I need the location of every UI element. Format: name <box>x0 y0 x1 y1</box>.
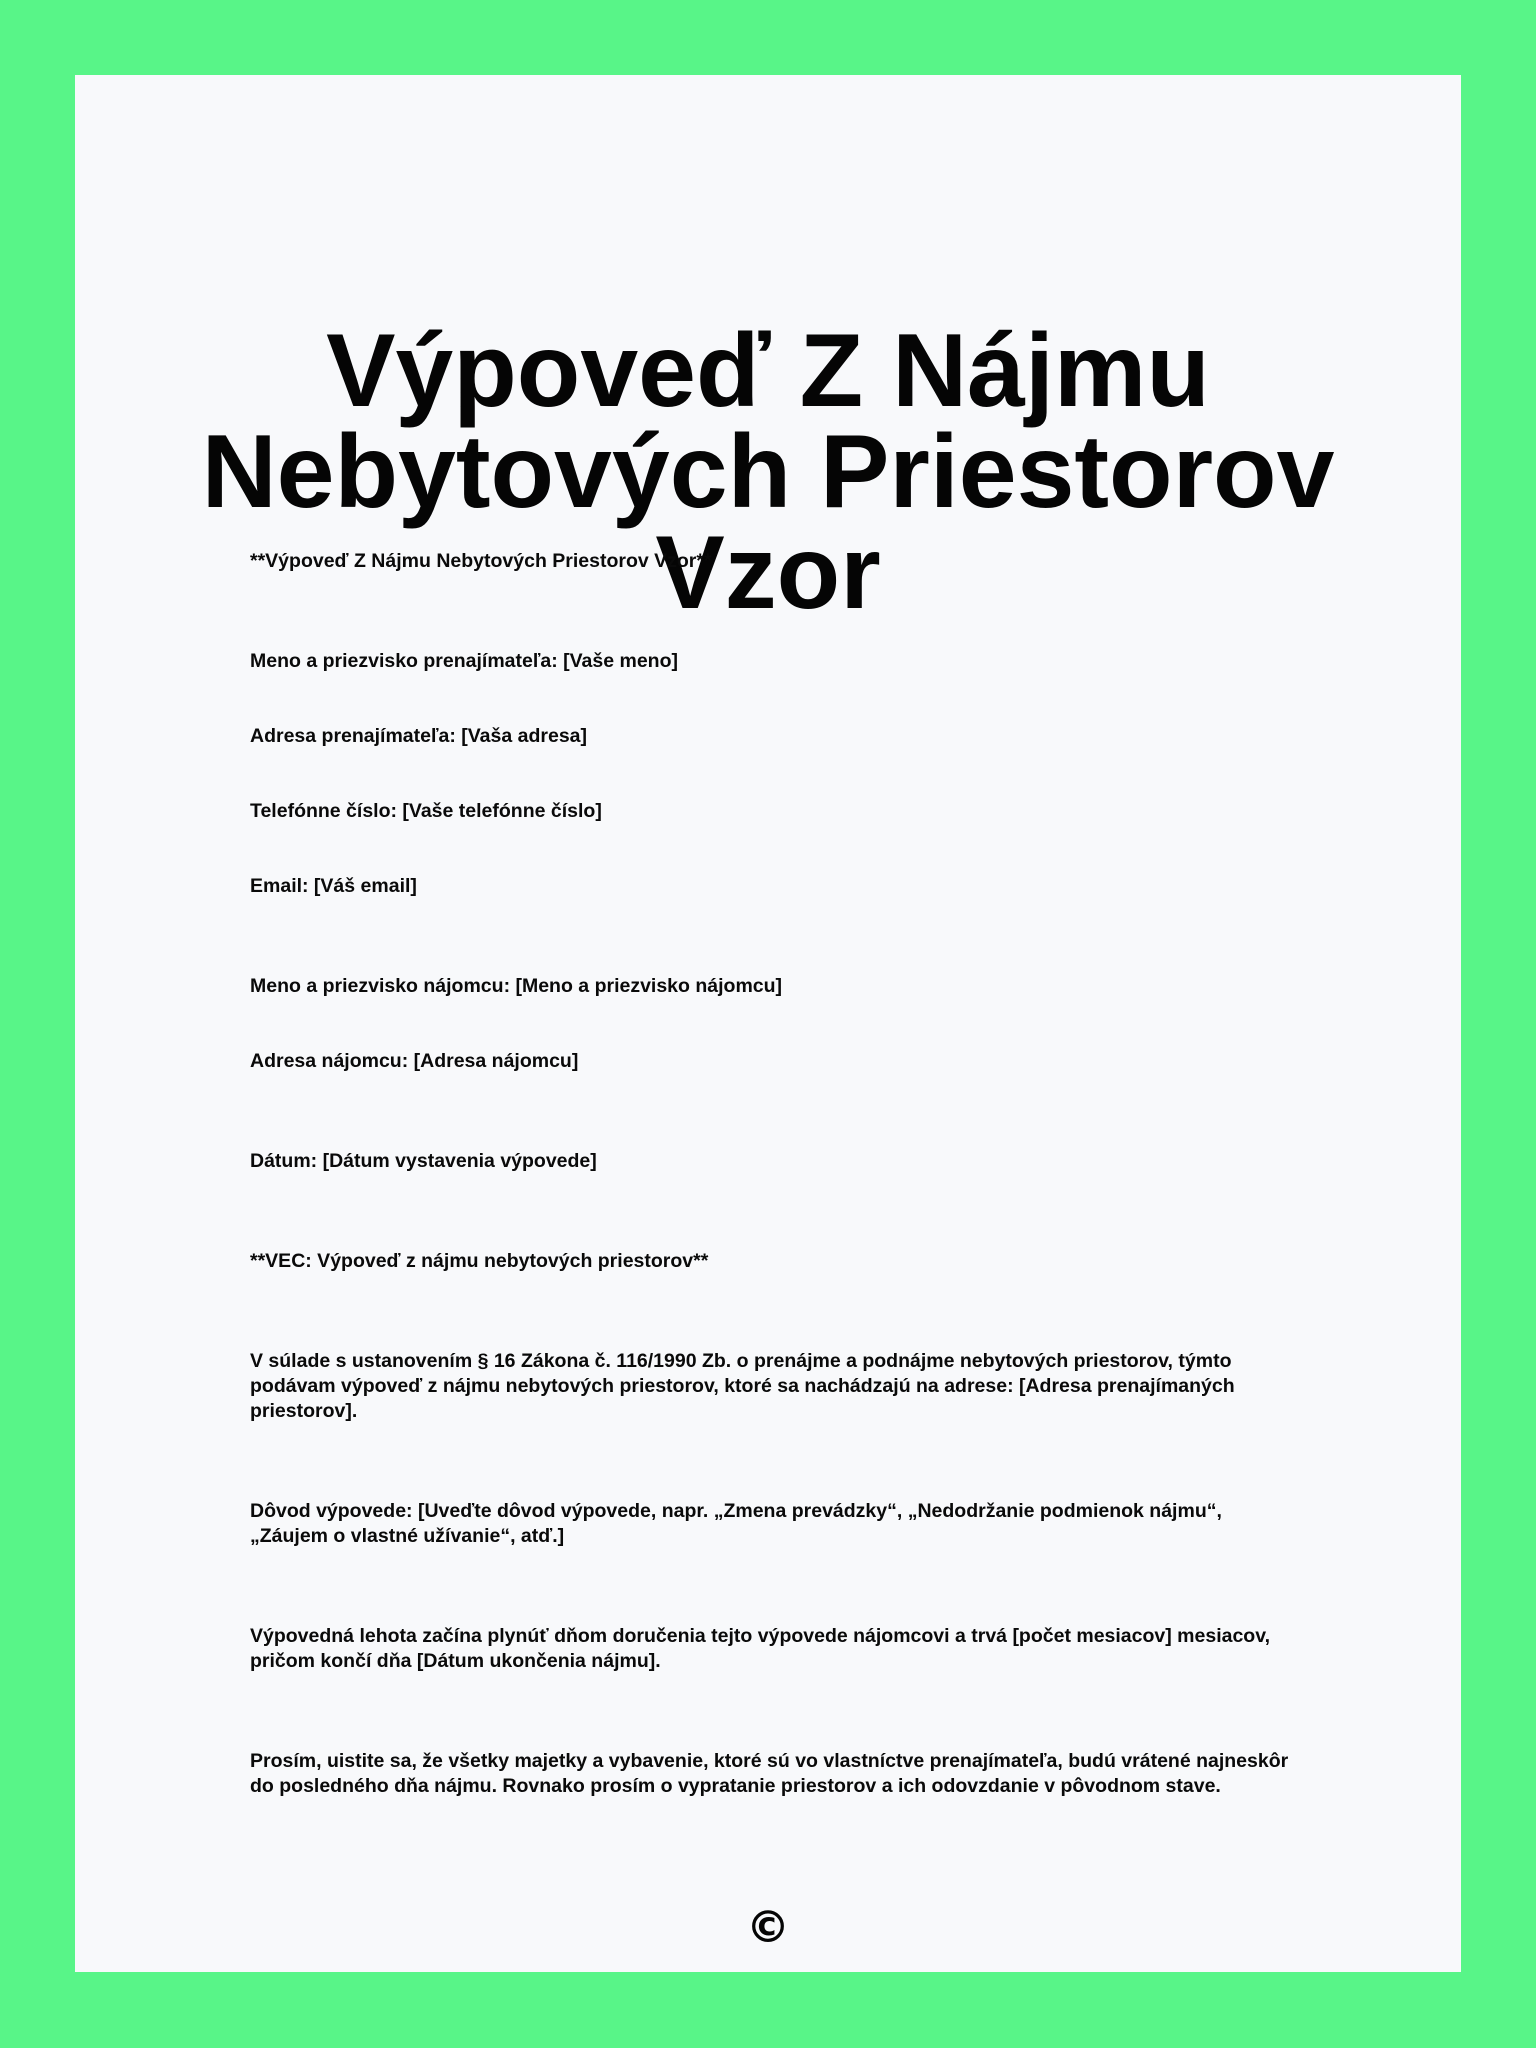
document-date: Dátum: [Dátum vystavenia výpovede] <box>250 1150 597 1172</box>
landlord-address: Adresa prenajímateľa: [Vaša adresa] <box>250 725 588 747</box>
paragraph-reason: Dôvod výpovede: [Uveďte dôvod výpovede, napr. „Zmena prevádzky“, „Nedodržanie podmienok nájmu“, „Záujem o vlastné užívanie“, atď.] <box>250 1500 1222 1547</box>
paragraph-legal-basis: V súlade s ustanovením § 16 Zákona č. 116/1990 Zb. o prenájme a podnájme nebytových priestorov, týmto podávam výpoveď z nájmu nebytových priestorov, ktoré sa nachádzajú na adrese: [Adresa prenajímaných priestorov]. <box>250 1350 1235 1422</box>
document-page <box>75 75 1461 1972</box>
landlord-email: Email: [Váš email] <box>250 875 417 897</box>
landlord-phone: Telefónne číslo: [Vaše telefónne číslo] <box>250 800 602 822</box>
document-title <box>75 313 1461 631</box>
paragraph-notice-period: Výpovedná lehota začína plynúť dňom doručenia tejto výpovede nájomcovi a trvá [počet mesiacov] mesiacov, pričom končí dňa [Dátum ukončenia nájmu]. <box>250 1625 1271 1672</box>
tenant-name: Meno a priezvisko nájomcu: [Meno a priezvisko nájomcu] <box>250 975 783 997</box>
title-line-1: Výpoveď Z Nájmu <box>326 313 1210 429</box>
document-subject: **VEC: Výpoveď z nájmu nebytových priestorov** <box>250 1250 709 1272</box>
landlord-name: Meno a priezvisko prenajímateľa: [Vaše meno] <box>250 650 678 672</box>
copyright-symbol: © <box>746 1902 790 1953</box>
title-line-2: Nebytových Priestorov Vzor <box>201 414 1335 631</box>
tenant-address: Adresa nájomcu: [Adresa nájomcu] <box>250 1050 579 1072</box>
paragraph-return-property: Prosím, uistite sa, že všetky majetky a vybavenie, ktoré sú vo vlastníctve prenajímateľa, budú vrátené najneskôr do posledného dňa nájmu. Rovnako prosím o vypratanie priestorov a ich odovzdanie v pôvodnom stave. <box>250 1750 1289 1797</box>
document-heading: **Výpoveď Z Nájmu Nebytových Priestorov Vzor** <box>250 550 712 572</box>
